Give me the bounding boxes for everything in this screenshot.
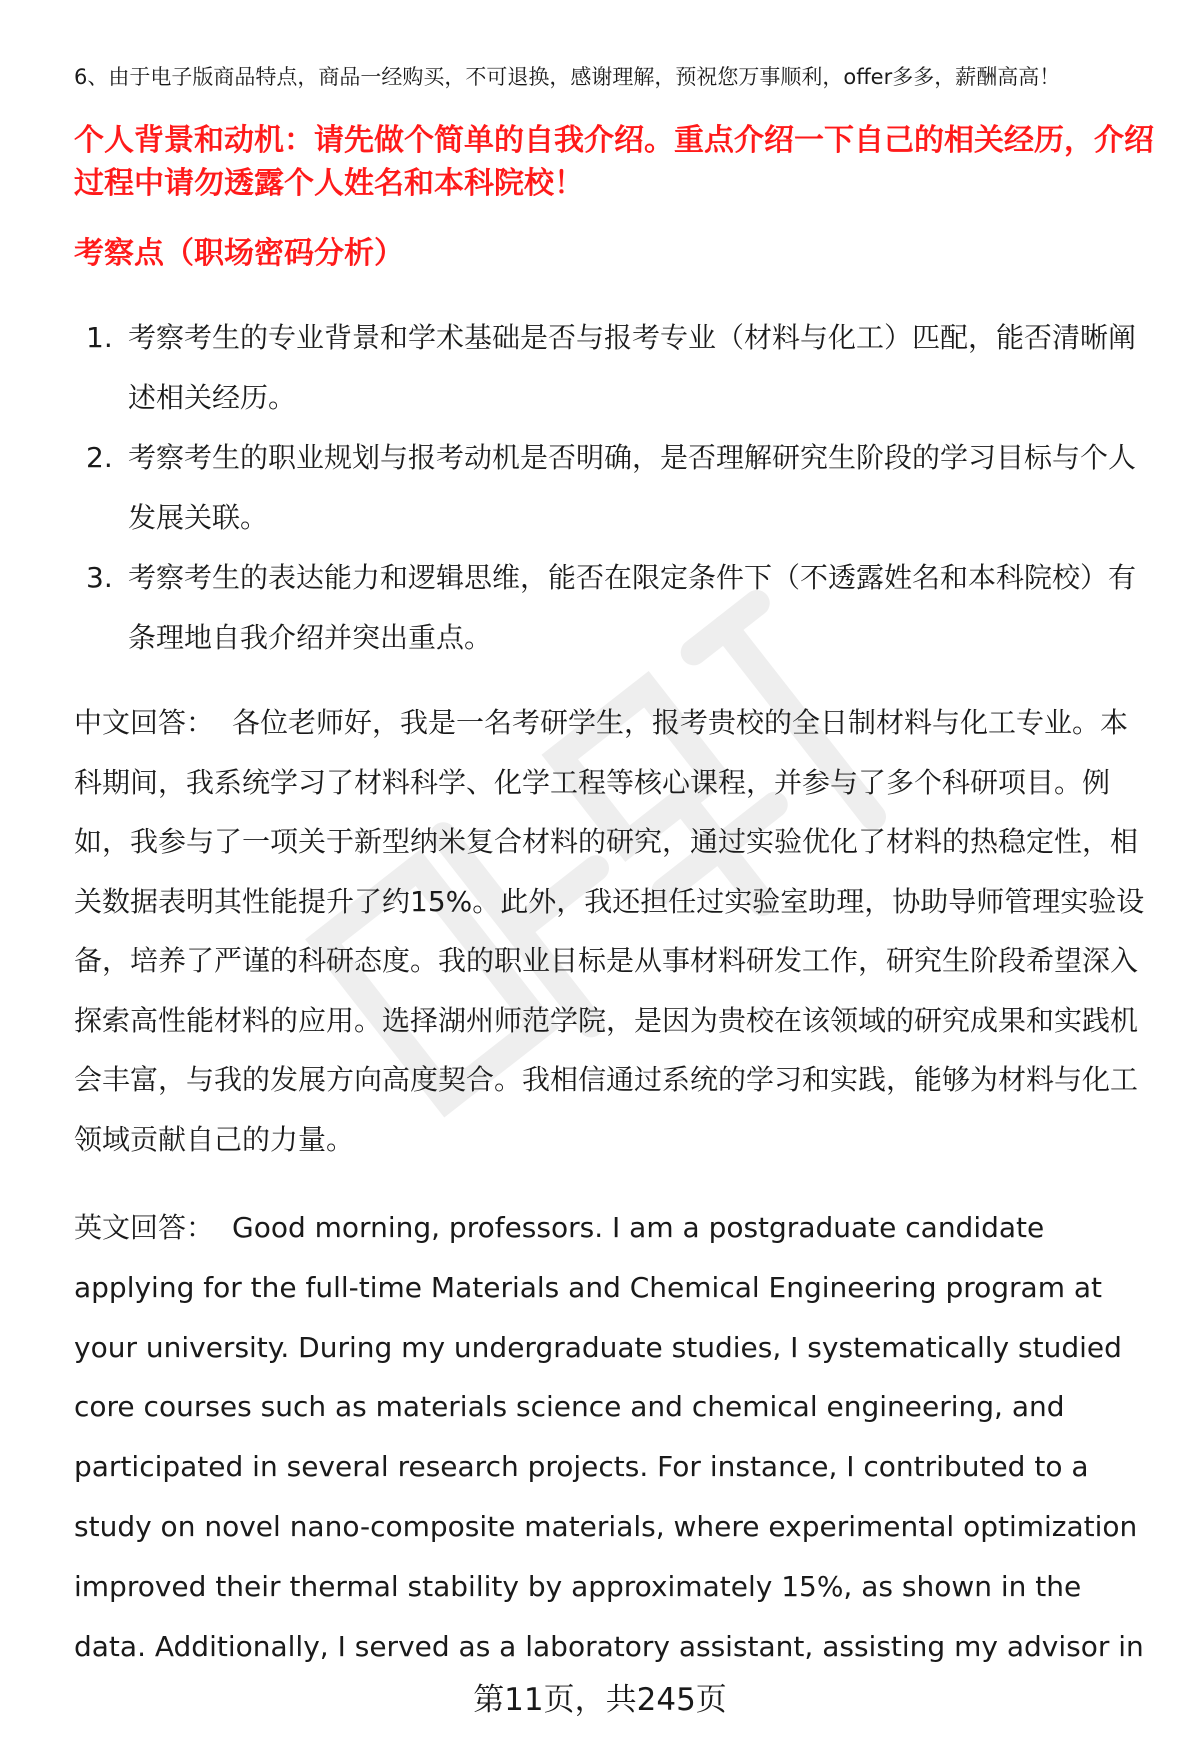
purchase-note: 6、由于电子版商品特点，商品一经购买，不可退换，感谢理解，预祝您万事顺利，offer多多，薪酬高高！ [74,65,1061,89]
question-prompt: 个人背景和动机：请先做个简单的自我介绍。重点介绍一下自己的相关经历，介绍过程中请勿透露个人姓名和本科院校！ [74,123,1154,201]
list-item-number: 3. [86,561,113,594]
list-item-text: 考察考生的职业规划与报考动机是否明确，是否理解研究生阶段的学习目标与个人发展关联。 [128,441,1137,534]
list-item [74,548,1154,668]
chinese-answer-text: 各位老师好，我是一名考研学生，报考贵校的全日制材料与化工专业。本科期间，我系统学习了材料科学、化学工程等核心课程，并参与了多个科研项目。例如，我参与了一项关于新型纳米复合材料的研究，通过实验优化了材料的热稳定性，相关数据表明其性能提升了约15%。此外，我还担任过实验室助理，协助导师管理实验设备，培养了严谨的科研态度。我的职业目标是从事材料研发工作，研究生阶段希望深入探索高性能材料的应用。选择湖州师范学院，是因为贵校在该领域的研究成果和实践机会丰富，与我的发展方向高度契合。我相信通过系统的学习和实践，能够为材料与化工领域贡献自己的力量。 [74,706,1145,1156]
assessment-subheading: 考察点（职场密码分析） [74,236,404,271]
english-answer [74,1198,1154,1676]
list-item-number: 1. [86,321,113,354]
assessment-points-list [74,308,1154,668]
english-answer-label: 英文回答： [74,1211,215,1244]
list-item-text: 考察考生的专业背景和学术基础是否与报考专业（材料与化工）匹配，能否清晰阐述相关经历。 [128,321,1137,414]
list-item [74,308,1154,428]
list-item-number: 2. [86,441,113,474]
english-answer-text: Good morning, professors. I am a postgraduate candidate applying for the full-time Materials and Chemical Engineering program at your university. During my undergraduate studies, I systematically studied core courses such as materials science and chemical engineering, and participated in several research projects. For instance, I contributed to a study on novel nano-composite materials, where experimental optimization improved their thermal stability by approximately 15%, as shown in the data. Additionally, I served as a laboratory assistant, assisting my advisor in [74,1211,1144,1663]
page-number-footer: 第11页，共245页 [473,1682,727,1718]
chinese-answer [74,693,1154,1169]
chinese-answer-label: 中文回答： [74,706,215,739]
list-item-text: 考察考生的表达能力和逻辑思维，能否在限定条件下（不透露姓名和本科院校）有条理地自我介绍并突出重点。 [128,561,1137,654]
list-item [74,428,1154,548]
